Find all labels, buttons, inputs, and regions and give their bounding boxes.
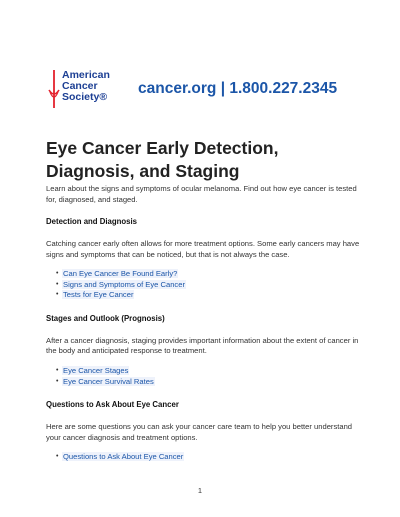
document-body (46, 184, 362, 476)
link-questions[interactable]: Questions to Ask About Eye Cancer (63, 452, 184, 462)
link-signs-symptoms[interactable]: Signs and Symptoms of Eye Cancer (63, 279, 185, 289)
section-heading-stages: Stages and Outlook (Prognosis) (46, 313, 165, 323)
logo-line: Cancer (62, 80, 98, 92)
logo-line: Society® (62, 91, 108, 103)
page-header (46, 64, 366, 112)
link-stages[interactable]: Eye Cancer Stages (63, 366, 129, 376)
section-text-questions: Here are some questions you can ask your cancer care team to help you better understand your cancer diagnosis and treatment options. (46, 422, 353, 442)
list-item (56, 377, 362, 388)
link-list-questions (56, 452, 362, 463)
logo-wordmark (62, 70, 110, 103)
link-tests[interactable]: Tests for Eye Cancer (63, 290, 134, 300)
list-item (56, 280, 362, 291)
page-title: Eye Cancer Early Detection, Diagnosis, and Staging (46, 138, 279, 181)
list-item (56, 366, 362, 377)
list-item (56, 269, 362, 280)
link-list-stages (56, 366, 362, 387)
list-item (56, 452, 362, 463)
section-text-detection: Catching cancer early often allows for more treatment options. Some early cancers may have signs and symptoms that can be noticed, but that is not always the case. (46, 239, 360, 259)
logo-line: American (62, 69, 110, 81)
intro-paragraph: Learn about the signs and symptoms of ocular melanoma. Find out how eye cancer is tested for, diagnosed, and staged. (46, 184, 357, 204)
section-text-stages: After a cancer diagnosis, staging provides important information about the extent of cancer in the body and anticipated response to treatment. (46, 335, 359, 356)
section-heading-questions: Questions to Ask About Eye Cancer (46, 400, 179, 410)
sword-lotus-icon (48, 68, 60, 110)
list-item (56, 290, 362, 301)
link-list-detection (56, 269, 362, 301)
link-survival-rates[interactable]: Eye Cancer Survival Rates (63, 376, 154, 386)
page-number: 1 (197, 486, 203, 495)
link-found-early[interactable]: Can Eye Cancer Be Found Early? (63, 269, 178, 279)
contact-info[interactable]: cancer.org | 1.800.227.2345 (138, 80, 338, 97)
section-heading-detection: Detection and Diagnosis (46, 217, 137, 227)
